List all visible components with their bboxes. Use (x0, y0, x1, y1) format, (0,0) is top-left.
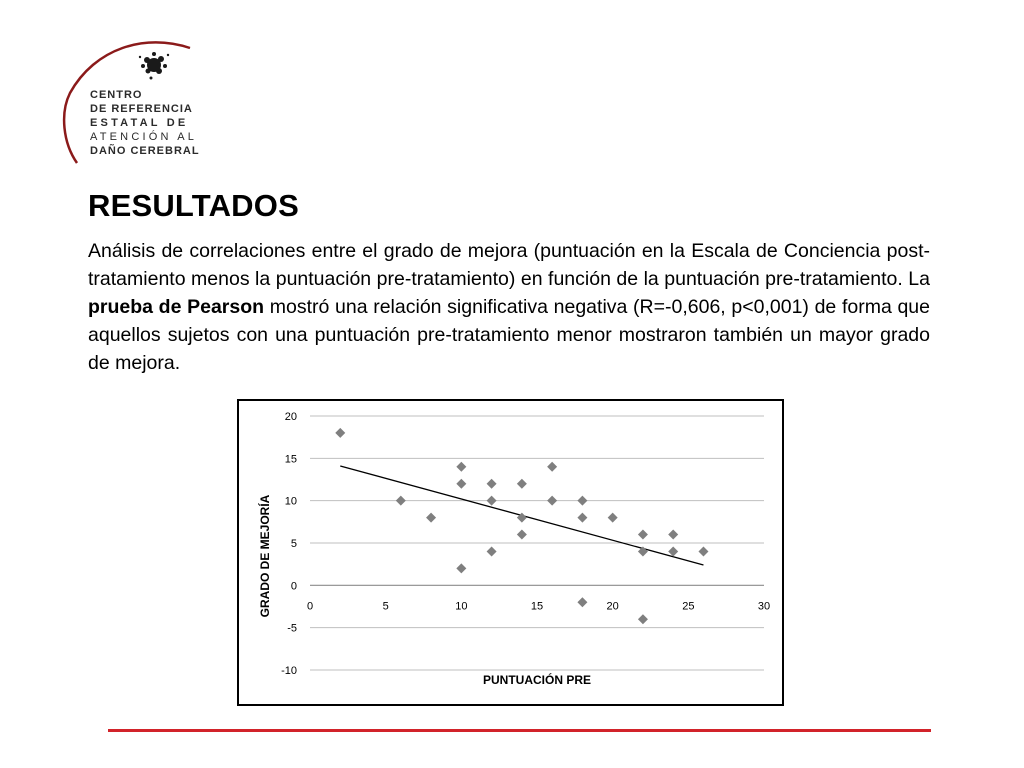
data-point (335, 428, 345, 438)
y-axis-title: GRADO DE MEJORÍA (258, 494, 272, 618)
x-tick-label: 25 (682, 600, 695, 613)
x-tick-label: 10 (455, 600, 468, 613)
x-tick-label: 0 (306, 600, 314, 613)
data-point (487, 479, 497, 489)
logo-line-5: DAÑO CEREBRAL (90, 145, 200, 157)
data-point (487, 496, 497, 506)
paragraph-bold: prueba de Pearson (88, 296, 265, 318)
x-tick-label: 15 (530, 600, 544, 613)
logo-text (90, 88, 220, 158)
data-point (577, 513, 587, 523)
data-point (517, 479, 527, 489)
y-tick-label: 5 (290, 538, 297, 550)
splash-icon (139, 52, 169, 80)
y-tick-label: -10 (281, 665, 297, 677)
data-point (456, 462, 466, 472)
data-point (638, 614, 648, 624)
scatter-chart (239, 401, 782, 704)
y-tick-label: 10 (284, 495, 297, 508)
data-point (577, 597, 587, 607)
data-point (396, 496, 406, 506)
x-tick-label: 30 (757, 600, 771, 613)
data-point (456, 563, 466, 573)
data-point (577, 496, 587, 506)
data-point (668, 530, 678, 540)
results-paragraph (88, 237, 930, 377)
chart-frame (237, 399, 784, 706)
data-point (426, 513, 436, 523)
x-tick-label: 5 (382, 600, 389, 613)
data-point (608, 513, 618, 523)
data-point (487, 546, 497, 556)
data-point (547, 462, 557, 472)
y-tick-label: 15 (284, 453, 297, 466)
paragraph-part-1: Análisis de correlaciones entre el grado de mejora (puntuación en la Escala de Conciencia post-tratamiento menos la puntuación pre-tratamiento) en función de la puntuación pre-tratamiento. La (88, 240, 930, 290)
y-tick-label: 20 (284, 411, 297, 423)
data-point (668, 546, 678, 556)
data-point (517, 530, 527, 540)
x-tick-label: 20 (606, 600, 619, 613)
data-point (638, 530, 648, 540)
logo-line-2: DE REFERENCIA (90, 103, 193, 115)
page-title: RESULTADOS (88, 188, 299, 223)
paragraph-part-2: mostró una relación significativa negativa (R=-0,606, p<0,001) de forma que aquellos sujetos con una puntuación pre-tratamiento menor mostraron también un mayor grado de mejora. (88, 296, 930, 374)
y-tick-label: -5 (287, 622, 297, 635)
data-point (698, 546, 708, 556)
y-tick-label: 0 (290, 580, 297, 593)
x-axis-title: PUNTUACIÓN PRE (482, 673, 592, 687)
bottom-rule (108, 729, 931, 732)
logo-line-3: ESTATAL DE (90, 117, 189, 129)
data-point (456, 479, 466, 489)
data-point (547, 496, 557, 506)
logo-line-1: CENTRO (90, 89, 143, 101)
logo-line-4: ATENCIÓN AL (90, 131, 198, 143)
